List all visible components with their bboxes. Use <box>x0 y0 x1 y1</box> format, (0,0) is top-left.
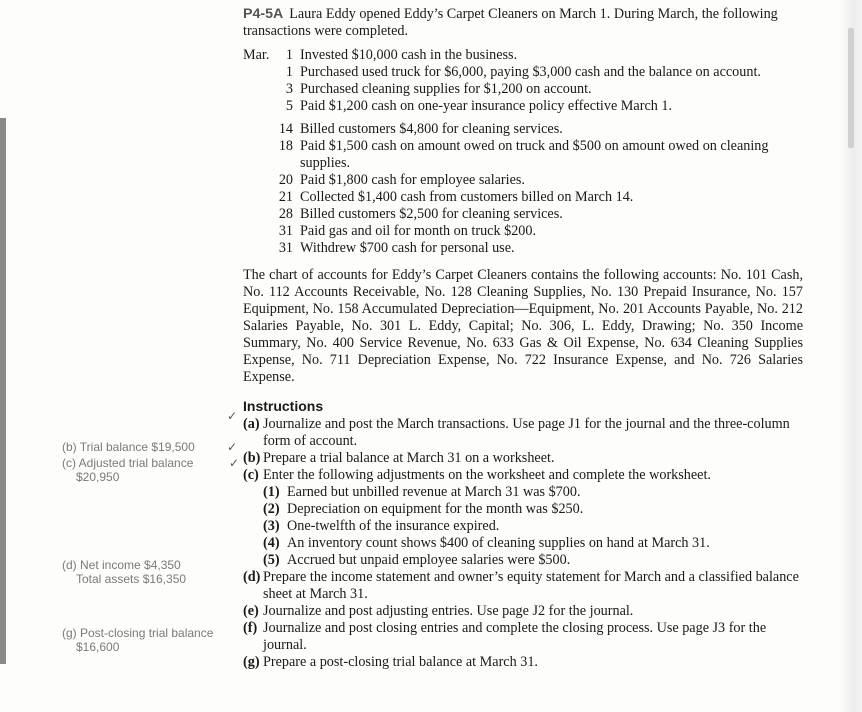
transaction-text: Paid $1,500 cash on amount owed on truck and $500 on amount owed on cleaning supplies. <box>300 138 769 171</box>
transaction-day: 14 <box>278 121 293 137</box>
adjustment-label: (1) <box>263 484 280 500</box>
binding-mark <box>848 28 854 148</box>
instruction-e <box>243 603 803 620</box>
check-figure-c <box>62 456 193 484</box>
transaction-text: Paid $1,200 cash on one-year insurance policy effective March 1. <box>300 98 673 114</box>
transaction-day: 18 <box>278 138 293 154</box>
adjustment-text: Accrued but unpaid employee salaries were $500. <box>287 552 571 568</box>
adjustment-4 <box>263 535 803 552</box>
transaction-row <box>243 64 803 81</box>
transaction-day: 1 <box>285 64 293 80</box>
transaction-row <box>243 47 803 64</box>
instruction-c <box>243 467 803 484</box>
instruction-label: (d) <box>243 569 261 585</box>
adjustment-label: (3) <box>263 518 280 534</box>
transaction-row <box>243 189 803 206</box>
transaction-text: Invested $10,000 cash in the business. <box>300 47 518 63</box>
adjustment-text: Depreciation on equipment for the month was $250. <box>287 501 584 517</box>
transaction-month: Mar. <box>243 47 270 63</box>
transaction-row <box>243 98 803 115</box>
instruction-text: Journalize and post the March transactions. Use page J1 for the journal and the three-column form of account. <box>263 416 790 449</box>
instruction-text: Enter the following adjustments on the worksheet and complete the worksheet. <box>263 467 711 483</box>
transaction-text: Purchased cleaning supplies for $1,200 on account. <box>300 81 592 97</box>
instruction-label: (e) <box>243 603 259 619</box>
check-figure-d <box>62 558 186 586</box>
transaction-text: Paid gas and oil for month on truck $200. <box>300 223 537 239</box>
transaction-row <box>243 81 803 98</box>
problem-number: P4-5A <box>243 6 284 22</box>
transaction-text: Paid $1,800 cash for employee salaries. <box>300 172 525 188</box>
check-figure-c-label: (c) Adjusted trial balance <box>62 456 194 470</box>
instruction-label: (a) <box>243 416 260 432</box>
scan-shadow-left <box>0 118 6 664</box>
chart-of-accounts-paragraph: The chart of accounts for Eddy’s Carpet Cleaners contains the following accounts: No. 101 Cash, No. 112 Accounts Receivable, No. 128 Cleaning Supplies, No. 130 Prepaid Insurance, No. 157 Equipment, No. 158 Accumulated Depreciation—Equipment, No. 201 Accounts Payable, No. 212 Salaries Payable, No. 301 L. Eddy, Capital; No. 306, L. Eddy, Drawing; No. 350 Income Summary, No. 400 Service Revenue, No. 633 Gas & Oil Expense, No. 634 Cleaning Supplies Expense, No. 711 Depreciation Expense, No. 722 Insurance Expense, and No. 726 Salaries Expense. <box>243 267 803 385</box>
problem-heading <box>243 6 803 40</box>
adjustment-2 <box>263 501 803 518</box>
transaction-day: 21 <box>278 189 293 205</box>
scan-shadow-right <box>840 0 862 712</box>
transaction-day: 5 <box>285 98 293 114</box>
check-figure-g-label: (g) Post-closing trial balance <box>62 626 214 640</box>
instruction-b <box>243 450 803 467</box>
instruction-label: (c) <box>243 467 259 483</box>
transaction-day: 31 <box>278 240 293 256</box>
transaction-text: Purchased used truck for $6,000, paying $3,000 cash and the balance on account. <box>300 64 761 80</box>
instruction-label: (b) <box>243 450 261 466</box>
adjustment-text: Earned but unbilled revenue at March 31 was $700. <box>287 484 581 500</box>
check-figure-d-value: Total assets $16,350 <box>76 572 187 586</box>
transaction-row <box>243 206 803 223</box>
adjustment-5 <box>263 552 803 569</box>
transaction-day: 20 <box>278 172 293 188</box>
transaction-day: 31 <box>278 223 293 239</box>
transaction-row <box>243 172 803 189</box>
transaction-day: 3 <box>285 81 293 97</box>
adjustment-3 <box>263 518 803 535</box>
adjustment-label: (5) <box>263 552 280 568</box>
check-figure-g <box>62 626 213 654</box>
adjustment-text: An inventory count shows $400 of cleaning supplies on hand at March 31. <box>287 535 710 551</box>
checkmark-c-icon: ✓ <box>229 456 240 470</box>
transaction-list <box>243 47 803 257</box>
instruction-label: (f) <box>243 620 258 636</box>
instruction-g <box>243 654 803 671</box>
check-figure-b-text: (b) Trial balance $19,500 <box>62 440 195 454</box>
adjustment-1 <box>263 484 803 501</box>
checkmark-a-icon: ✓ <box>227 409 238 423</box>
transaction-row <box>243 138 803 172</box>
check-figure-b <box>62 440 195 454</box>
transaction-row <box>243 240 803 257</box>
instruction-text: Prepare a post-closing trial balance at March 31. <box>263 654 538 670</box>
instruction-d <box>243 569 803 603</box>
transaction-text: Billed customers $2,500 for cleaning services. <box>300 206 563 222</box>
transaction-row <box>243 223 803 240</box>
problem-content <box>243 6 803 671</box>
check-figure-d-label: (d) Net income $4,350 <box>62 558 181 572</box>
instruction-text: Journalize and post adjusting entries. Use page J2 for the journal. <box>263 603 634 619</box>
transaction-text: Withdrew $700 cash for personal use. <box>300 240 515 256</box>
adjustment-label: (2) <box>263 501 280 517</box>
transaction-text: Billed customers $4,800 for cleaning services. <box>300 121 563 137</box>
transaction-day: 28 <box>278 206 293 222</box>
instruction-text: Prepare a trial balance at March 31 on a worksheet. <box>263 450 555 466</box>
instruction-f <box>243 620 803 654</box>
instruction-a <box>243 416 803 450</box>
problem-intro: Laura Eddy opened Eddy’s Carpet Cleaners on March 1. During March, the following transactions were completed. <box>243 6 778 39</box>
transaction-row <box>243 121 803 138</box>
instruction-label: (g) <box>243 654 260 670</box>
instruction-text: Prepare the income statement and owner’s equity statement for March and a classified balance sheet at March 31. <box>263 569 799 602</box>
transaction-day: 1 <box>285 47 293 63</box>
instruction-text: Journalize and post closing entries and complete the closing process. Use page J3 for the journal. <box>263 620 767 653</box>
adjustment-label: (4) <box>263 535 280 551</box>
check-figure-c-value: $20,950 <box>76 470 120 484</box>
adjustment-text: One-twelfth of the insurance expired. <box>287 518 500 534</box>
checkmark-b-icon: ✓ <box>227 440 238 454</box>
instructions-heading: Instructions <box>243 398 324 414</box>
transaction-text: Collected $1,400 cash from customers billed on March 14. <box>300 189 634 205</box>
check-figure-g-value: $16,600 <box>76 640 120 654</box>
